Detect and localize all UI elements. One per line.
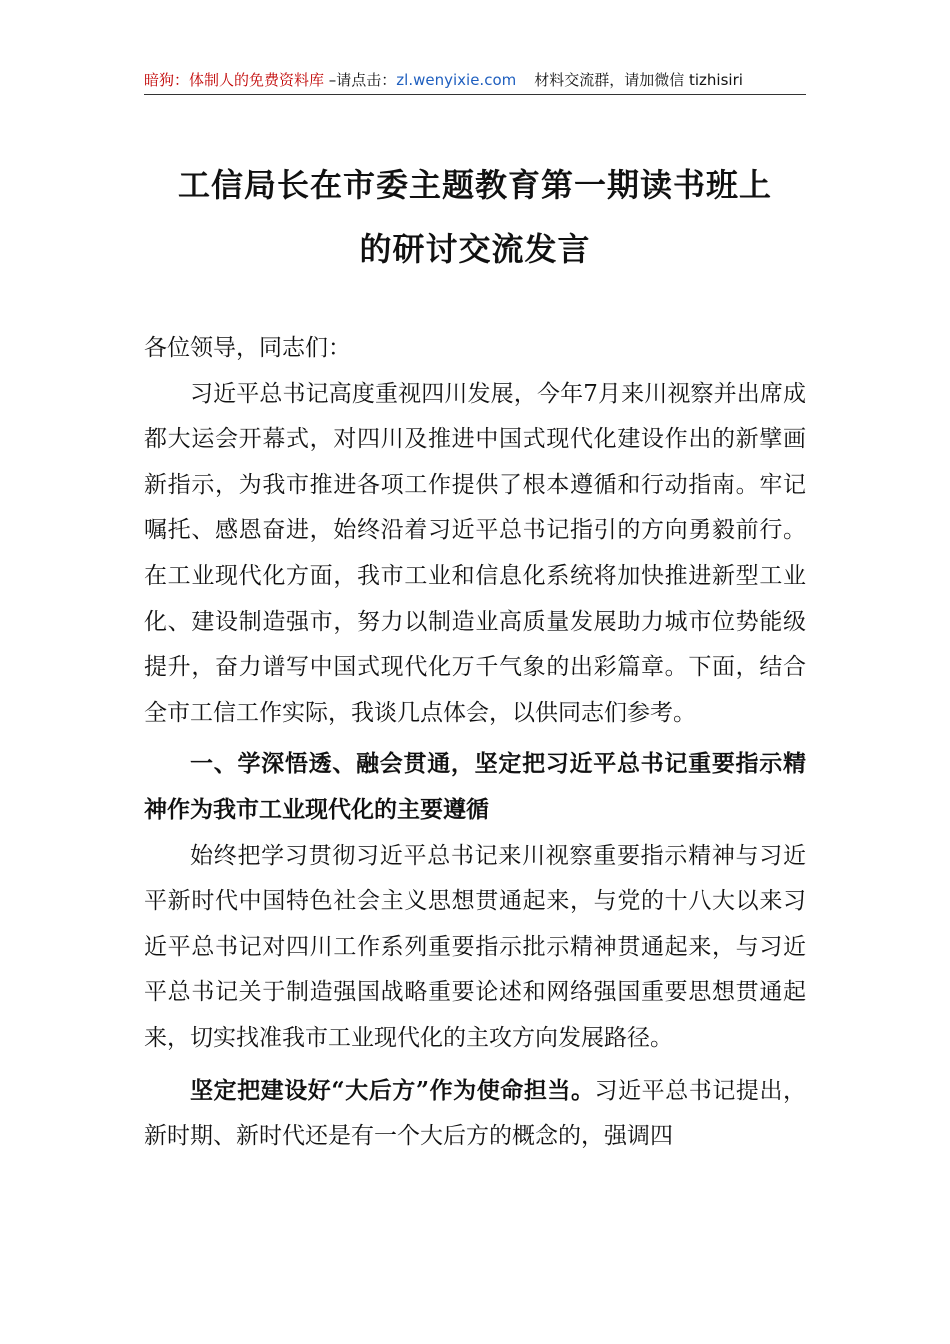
header-contact: 材料交流群，请加微信 tizhisiri xyxy=(534,71,743,89)
header-link[interactable]: zl.wenyixie.com xyxy=(396,71,517,89)
document-title-line-1: 工信局长在市委主题教育第一期读书班上 xyxy=(177,166,772,204)
paragraph-2: 始终把学习贯彻习近平总书记来川视察重要指示精神与习近平新时代中国特色社会主义思想贯通起来，与党的十八大以来习近平总书记对四川工作系列重要指示批示精神贯通起来，与习近平总书记关于制造强国战略重要论述和网络强国重要思想贯通起来，切实找准我市工业现代化的主攻方向发展路径。 xyxy=(144,842,806,1051)
header-bar xyxy=(144,66,806,95)
paragraph-3 xyxy=(144,1068,806,1160)
paragraph-3-lead: 坚定把建设好“大后方”作为使命担当。 xyxy=(190,1076,595,1104)
salutation: 各位领导，同志们： xyxy=(144,335,351,361)
paragraph-1: 习近平总书记高度重视四川发展，今年7月来川视察并出席成都大运会开幕式，对四川及推进中国式现代化建设作出的新擘画新指示，为我市推进各项工作提供了根本遵循和行动指南。牢记嘱托、感恩奋进，始终沿着习近平总书记指引的方向勇毅前行。在工业现代化方面，我市工业和信息化系统将加快推进新型工业化、建设制造强市，努力以制造业高质量发展助力城市位势能级提升，奋力谱写中国式现代化万千气象的出彩篇章。下面，结合全市工信工作实际，我谈几点体会，以供同志们参考。 xyxy=(144,380,806,726)
section-1-heading: 一、学深悟透、融会贯通，坚定把习近平总书记重要指示精神作为我市工业现代化的主要遵循 xyxy=(144,751,806,823)
header-brand: 暗狗：体制人的免费资料库 xyxy=(144,71,325,89)
paragraph-3-text: 习近平总书记提出，新时期、新时代还是有一个大后方的概念的，强调四 xyxy=(144,1077,807,1150)
header-separator: –请点击： xyxy=(324,71,397,89)
document-title-line-2: 的研讨交流发言 xyxy=(359,230,591,268)
document-body xyxy=(144,326,806,1160)
